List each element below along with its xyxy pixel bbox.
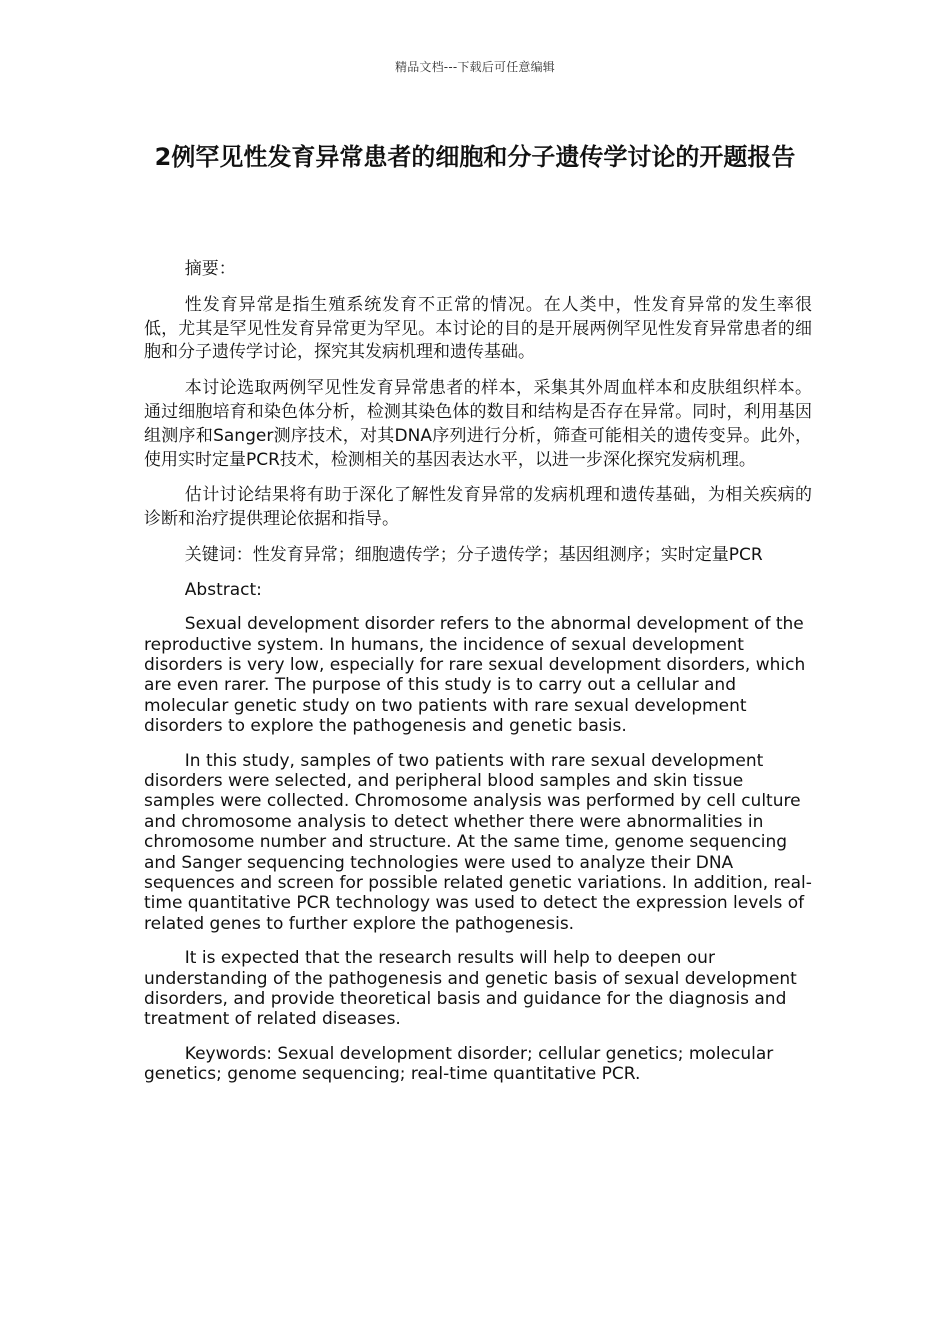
english-paragraph: In this study, samples of two patients with rare sexual development disorders were selected, and peripheral blood samples and skin tissue samples were collected. Chromosome analysis was performed by cell culture and chromosome analysis to detect whether there were abnormalities in chromosome number and structure. At the same time, genome sequencing and Sanger sequencing technologies were used to analyze their DNA sequences and screen for possible related genetic variations. In addition, real-time quantitative PCR technology was used to detect the expression levels of related genes to further explore the pathogenesis. [144,750,812,934]
page-header-note: 精品文档---下载后可任意编辑 [395,60,555,74]
chinese-paragraph: 本讨论选取两例罕见性发育异常患者的样本，采集其外周血样本和皮肤组织样本。通过细胞培育和染色体分析，检测其染色体的数目和结构是否存在异常。同时，利用基因组测序和Sanger测序技术，对其DNA序列进行分析，筛查可能相关的遗传变异。此外，使用实时定量PCR技术，检测相关的基因表达水平，以进一步深化探究发病机理。 [144,378,812,470]
chinese-abstract-label: 摘要： [184,259,236,279]
english-keywords: Keywords: Sexual development disorder; cellular genetics; molecular genetics; genome sequencing; real-time quantitative PCR. [144,1043,774,1085]
chinese-keywords: 关键词：性发育异常；细胞遗传学；分子遗传学；基因组测序；实时定量PCR [184,544,763,565]
document-body [144,258,812,1099]
english-paragraph: It is expected that the research results will help to deepen our understanding of the pathogenesis and genetic basis of sexual development disorders, and provide theoretical basis and guidance for the diagnosis and treatment of related diseases. [144,948,797,1030]
english-abstract-label: Abstract: [184,579,262,600]
chinese-paragraph: 性发育异常是指生殖系统发育不正常的情况。在人类中，性发育异常的发生率很低，尤其是罕见性发育异常更为罕见。本讨论的目的是开展两例罕见性发育异常患者的细胞和分子遗传学讨论，探究其发病机理和遗传基础。 [144,294,812,363]
chinese-abstract-section [144,258,812,568]
english-paragraph: Sexual development disorder refers to the abnormal development of the reproductive system. In humans, the incidence of sexual development disorders is very low, especially for rare sexual development disorders, which are even rarer. The purpose of this study is to carry out a cellular and molecular genetic study on two patients with rare sexual development disorders to explore the pathogenesis and genetic basis. [144,614,806,737]
document-title: 2例罕见性发育异常患者的细胞和分子遗传学讨论的开题报告 [154,143,796,171]
english-abstract-section [144,580,812,1085]
chinese-paragraph: 估计讨论结果将有助于深化了解性发育异常的发病机理和遗传基础，为相关疾病的诊断和治疗提供理论依据和指导。 [144,485,812,530]
